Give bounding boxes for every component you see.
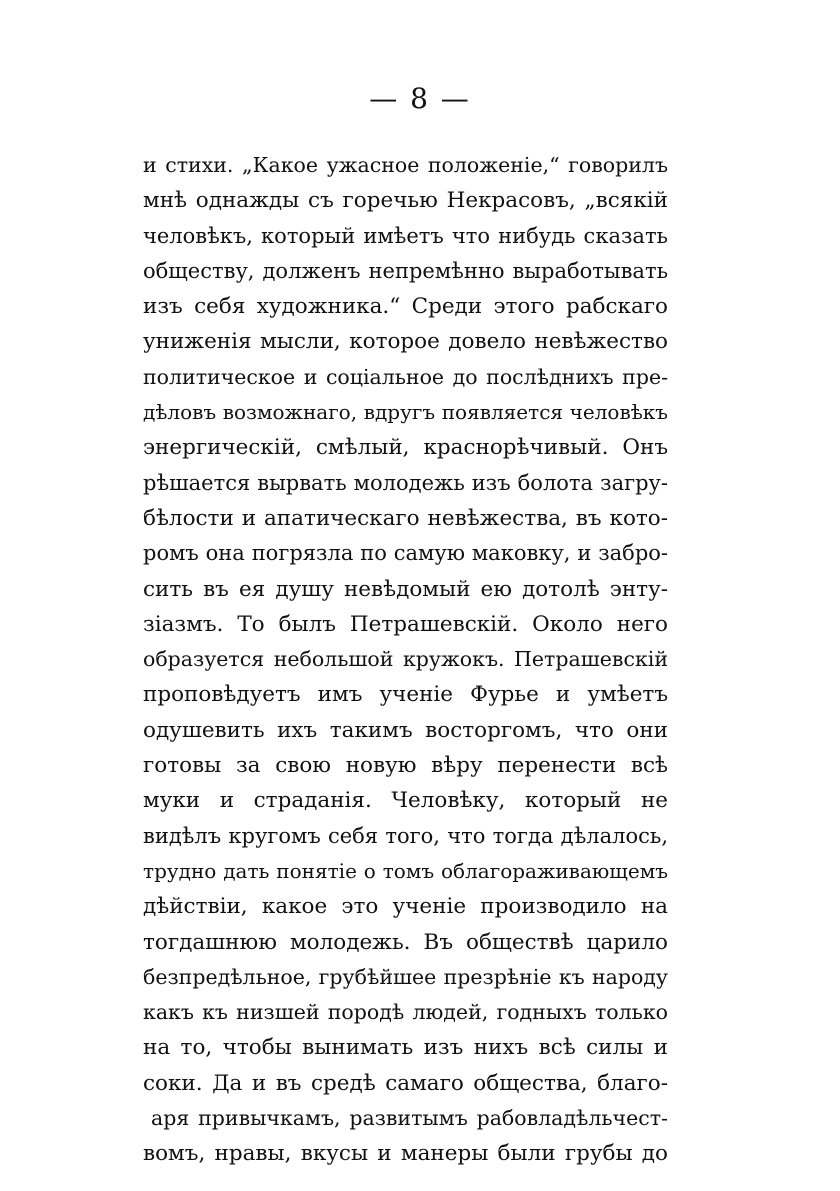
text-line-28: аря привычкамъ, развитымъ рабовладѣльчест- (151, 1106, 668, 1131)
text-line-27: соки. Да и въ средѣ самаго общества, благо- (143, 1070, 668, 1096)
page-number: — 8 — (369, 82, 471, 115)
text-line-17: одушевить ихъ такимъ восторгомъ, что они (143, 717, 668, 743)
text-line-20: видѣлъ кругомъ себя того, что тогда дѣлалось, (143, 823, 668, 848)
text-line-5: изъ себя художника.“ Среди этого рабскаго (143, 294, 668, 320)
text-line-16: проповѣдуетъ имъ ученіе Фурье и умѣетъ (143, 682, 668, 708)
text-line-1: и стихи. „Какое ужасное положеніе,“ говорилъ (143, 153, 668, 177)
text-line-7: политическое и соціальное до послѣднихъ пре- (143, 364, 668, 389)
text-line-21: трудно дать понятіе о томъ облагораживающемъ (143, 858, 668, 883)
text-line-14: зіазмъ. То былъ Петрашевскій. Около него (143, 611, 668, 637)
text-line-18: готовы за свою новую вѣру перенести всѣ (143, 753, 668, 779)
text-line-8: дѣловъ возможнаго, вдругъ появляется человѣкъ (143, 400, 668, 425)
text-line-15: образуется небольшой кружокъ. Петрашевскій (143, 647, 668, 672)
text-line-6: униженія мысли, которое довело невѣжество (143, 329, 668, 355)
text-line-26: на то, чтобы вынимать изъ нихъ всѣ силы и (143, 1035, 668, 1061)
text-line-9: энергическій, смѣлый, краснорѣчивый. Онъ (143, 435, 668, 461)
text-line-12: ромъ она погрязла по самую маковку, и забро- (143, 541, 668, 566)
text-line-29: вомъ, нравы, вкусы и манеры были грубы до (143, 1141, 668, 1167)
text-line-10: рѣшается вырвать молодежь изъ болота загру- (143, 470, 668, 495)
text-line-4: обществу, долженъ непремѣнно выработывать (143, 258, 668, 283)
text-line-24: безпредѣльное, грубѣйшее презрѣніе къ народу (143, 964, 668, 989)
text-line-19: муки и страданія. Человѣку, который не (143, 788, 668, 814)
text-line-25: какъ къ низшей породѣ людей, годныхъ только (143, 1000, 668, 1025)
text-line-3: человѣкъ, который имѣетъ что нибудь сказать (143, 223, 668, 248)
text-line-22: дѣйствіи, какое это ученіе производило на (143, 894, 668, 920)
body-text (143, 148, 668, 1172)
text-line-13: сить въ ея душу невѣдомый ею дотолѣ энту- (143, 576, 668, 602)
text-line-2: мнѣ однажды съ горечью Некрасовъ, „всякій (143, 188, 668, 214)
text-line-11: бѣлости и апатическаго невѣжества, въ кото- (143, 505, 668, 531)
text-line-23: тогдашнюю молодежь. Въ обществѣ царило (143, 929, 668, 955)
